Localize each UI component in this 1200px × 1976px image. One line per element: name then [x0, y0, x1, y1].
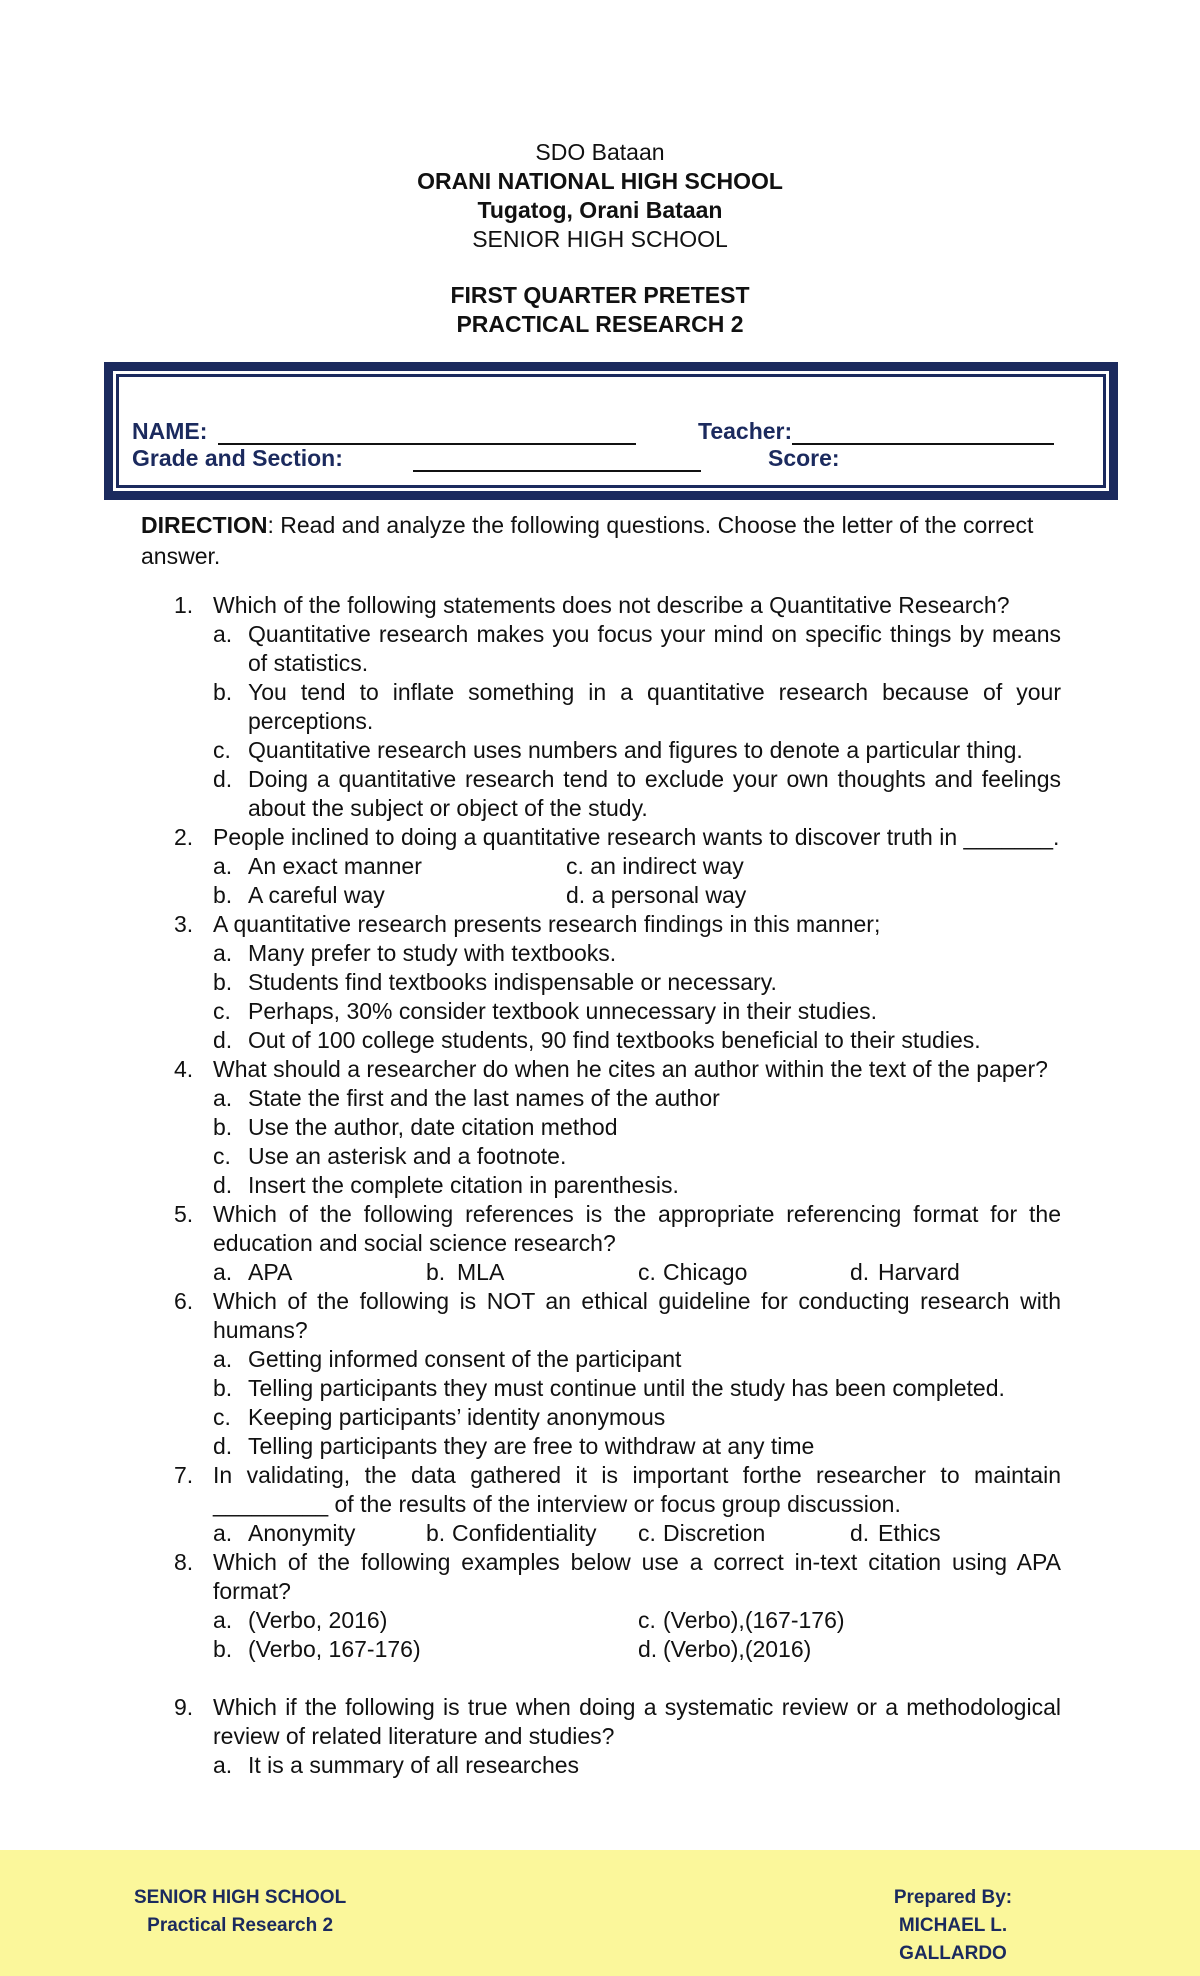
question-number: 1. [174, 592, 194, 618]
question-item [0, 1055, 1061, 1084]
question-text: Which of the following statements does not describe a Quantitative Research? [213, 592, 1010, 618]
option-letter[interactable]: d. [638, 1636, 658, 1662]
option-letter[interactable]: a. [213, 1607, 233, 1633]
answer-option[interactable] [0, 1432, 1061, 1461]
option-text[interactable]: Discretion [663, 1520, 766, 1546]
question-item [0, 1693, 1061, 1751]
option-text: Doing a quantitative research tend to exclude your own thoughts and feelings about the subject or object of the study. [248, 766, 1061, 821]
option-text: Telling participants they must continue until the study has been completed. [248, 1375, 1005, 1401]
grade-section-blank-line[interactable] [413, 448, 701, 472]
question-number: 3. [174, 911, 194, 937]
question-number: 7. [174, 1462, 194, 1488]
option-text: It is a summary of all researches [248, 1752, 580, 1778]
option-letter[interactable]: d. [850, 1520, 870, 1546]
option-text: Use the author, date citation method [248, 1114, 618, 1140]
option-text[interactable]: A careful way [248, 882, 385, 908]
answer-option-row [0, 1606, 1200, 1635]
option-text[interactable]: Confidentiality [452, 1520, 597, 1546]
answer-option[interactable] [0, 620, 1061, 678]
option-letter[interactable]: b. [426, 1520, 446, 1546]
option-letter: a. [213, 621, 233, 647]
option-text: Keeping participants’ identity anonymous [248, 1404, 666, 1430]
answer-option[interactable] [0, 765, 1061, 823]
footer-prepared-label: Prepared By: [893, 1887, 1013, 1908]
option-text[interactable]: Ethics [878, 1520, 941, 1546]
direction-label: DIRECTION [141, 512, 268, 538]
option-text[interactable]: Harvard [878, 1259, 960, 1285]
option-letter: b. [213, 679, 233, 705]
option-letter: a. [213, 940, 233, 966]
option-letter: d. [213, 1027, 233, 1053]
footer-prepared-by [848, 1884, 1058, 1968]
option-letter: d. [566, 882, 586, 908]
footer-course-info [134, 1884, 346, 1940]
option-text: Getting informed consent of the participant [248, 1346, 682, 1372]
option-letter: c. [213, 737, 231, 763]
answer-option[interactable] [0, 968, 1061, 997]
exam-title: FIRST QUARTER PRETEST [450, 282, 750, 308]
option-letter: c. [566, 853, 584, 879]
question-text: People inclined to doing a quantitative research wants to discover truth in _______. [213, 824, 1060, 850]
grade-section-label: Grade and Section: [132, 445, 343, 471]
question-text: Which of the following references is the appropriate referencing format for the education and social science research? [213, 1201, 1061, 1256]
answer-option-row [0, 881, 1200, 910]
question-text: What should a researcher do when he cites an author within the text of the paper? [213, 1056, 1048, 1082]
question-number: 5. [174, 1201, 194, 1227]
option-letter: b. [213, 1114, 233, 1140]
answer-option[interactable] [0, 736, 1061, 765]
name-blank-line[interactable] [218, 421, 636, 445]
option-letter: d. [213, 1433, 233, 1459]
option-text[interactable]: Chicago [663, 1259, 748, 1285]
question-list [0, 591, 1200, 1780]
option-text: Quantitative research uses numbers and figures to denote a particular thing. [248, 737, 1023, 763]
option-letter[interactable]: d. [850, 1259, 870, 1285]
question-item [0, 591, 1061, 620]
option-letter[interactable]: a. [213, 1520, 233, 1546]
option-text[interactable] [566, 881, 746, 910]
answer-option[interactable] [0, 1113, 1061, 1142]
option-letter[interactable]: c. [638, 1520, 656, 1546]
footer-level: SENIOR HIGH SCHOOL [134, 1887, 347, 1908]
option-letter: b. [213, 969, 233, 995]
option-text: a personal way [591, 882, 747, 908]
question-item [0, 1548, 1061, 1606]
option-text[interactable]: Anonymity [248, 1520, 356, 1546]
option-text[interactable] [566, 852, 744, 881]
question-text: In validating, the data gathered it is important forthe researcher to maintain _________ of the results of the interview or focus group discussion. [213, 1462, 1061, 1517]
option-letter[interactable]: b. [213, 1636, 233, 1662]
teacher-blank-line[interactable] [792, 421, 1054, 445]
option-letter[interactable]: c. [638, 1259, 656, 1285]
question-text: Which if the following is true when doing a systematic review or a methodological review of related literature and studies? [213, 1694, 1061, 1749]
answer-option[interactable] [0, 1751, 1061, 1780]
answer-option[interactable] [0, 1345, 1061, 1374]
score-label: Score: [768, 445, 840, 471]
option-text: Out of 100 college students, 90 find textbooks beneficial to their studies. [248, 1027, 981, 1053]
option-letter[interactable]: a. [213, 1259, 233, 1285]
option-letter: a. [213, 1752, 233, 1778]
answer-option-row [0, 1635, 1200, 1664]
option-letter: b. [213, 1375, 233, 1401]
option-letter: d. [213, 1172, 233, 1198]
option-letter: c. [213, 1143, 231, 1169]
option-text[interactable]: An exact manner [248, 853, 422, 879]
answer-option-row [0, 1258, 1200, 1287]
school-name: ORANI NATIONAL HIGH SCHOOL [417, 168, 783, 194]
answer-option[interactable] [0, 1403, 1061, 1432]
option-text[interactable]: MLA [457, 1259, 505, 1285]
answer-option[interactable] [0, 997, 1061, 1026]
page-footer [0, 1850, 1200, 1976]
option-text: an indirect way [590, 853, 744, 879]
document-header [0, 138, 1200, 339]
option-letter[interactable]: b. [213, 882, 233, 908]
option-text[interactable]: (Verbo, 2016) [248, 1607, 388, 1633]
question-number: 8. [174, 1549, 194, 1575]
option-letter: c. [213, 998, 231, 1024]
question-number: 6. [174, 1288, 194, 1314]
answer-option-row [0, 852, 1200, 881]
answer-option-row [0, 1519, 1200, 1548]
option-text[interactable]: APA [248, 1259, 293, 1285]
name-field[interactable] [132, 417, 636, 445]
option-text: Students find textbooks indispensable or necessary. [248, 969, 777, 995]
answer-option[interactable] [0, 1026, 1061, 1055]
question-item [0, 910, 1061, 939]
answer-option[interactable] [0, 939, 1061, 968]
answer-option[interactable] [0, 1142, 1061, 1171]
teacher-field[interactable] [698, 417, 1054, 445]
student-info-box [104, 362, 1118, 500]
question-number: 9. [174, 1694, 194, 1720]
option-text[interactable]: (Verbo, 167-176) [248, 1636, 421, 1662]
answer-option[interactable] [0, 1374, 1061, 1403]
school-level: SENIOR HIGH SCHOOL [472, 226, 728, 252]
question-item [0, 1461, 1061, 1519]
footer-subject: Practical Research 2 [147, 1915, 334, 1936]
score-field[interactable] [768, 444, 840, 472]
option-text: Insert the complete citation in parenthesis. [248, 1172, 679, 1198]
option-text[interactable]: (Verbo),(2016) [663, 1636, 812, 1662]
direction-text: : Read and analyze the following questions. Choose the letter of the correct answer. [141, 512, 1034, 569]
option-letter[interactable]: a. [213, 853, 233, 879]
option-text: Quantitative research makes you focus your mind on specific things by means of statistics. [248, 621, 1061, 676]
option-text[interactable]: (Verbo),(167-176) [663, 1607, 845, 1633]
option-letter: c. [213, 1404, 231, 1430]
answer-option[interactable] [0, 678, 1061, 736]
teacher-label: Teacher: [698, 418, 793, 444]
school-address: Tugatog, Orani Bataan [477, 197, 723, 223]
division-name: SDO Bataan [535, 139, 665, 165]
option-letter: d. [213, 766, 233, 792]
option-letter: a. [213, 1085, 233, 1111]
option-text: Perhaps, 30% consider textbook unnecessary in their studies. [248, 998, 878, 1024]
question-item [0, 823, 1061, 852]
subject-title: PRACTICAL RESEARCH 2 [456, 311, 744, 337]
option-text: You tend to inflate something in a quantitative research because of your perceptions. [248, 679, 1061, 734]
option-letter: a. [213, 1346, 233, 1372]
name-label: NAME: [132, 418, 208, 444]
option-letter[interactable]: c. [638, 1607, 656, 1633]
question-text: Which of the following is NOT an ethical guideline for conducting research with humans? [213, 1288, 1061, 1343]
footer-author: MICHAEL L. GALLARDO [898, 1915, 1008, 1964]
option-text: Telling participants they are free to withdraw at any time [248, 1433, 815, 1459]
grade-section-field[interactable] [132, 444, 701, 472]
option-text: State the first and the last names of the author [248, 1085, 720, 1111]
answer-option[interactable] [0, 1084, 1061, 1113]
question-item [0, 1287, 1061, 1345]
question-number: 4. [174, 1056, 194, 1082]
option-text: Use an asterisk and a footnote. [248, 1143, 567, 1169]
question-number: 2. [174, 824, 194, 850]
directions [141, 510, 1061, 572]
option-letter[interactable]: b. [426, 1259, 446, 1285]
answer-option[interactable] [0, 1171, 1061, 1200]
question-text: A quantitative research presents research findings in this manner; [213, 911, 881, 937]
option-text: Many prefer to study with textbooks. [248, 940, 617, 966]
question-item [0, 1200, 1061, 1258]
question-text: Which of the following examples below use a correct in-text citation using APA format? [213, 1549, 1061, 1604]
